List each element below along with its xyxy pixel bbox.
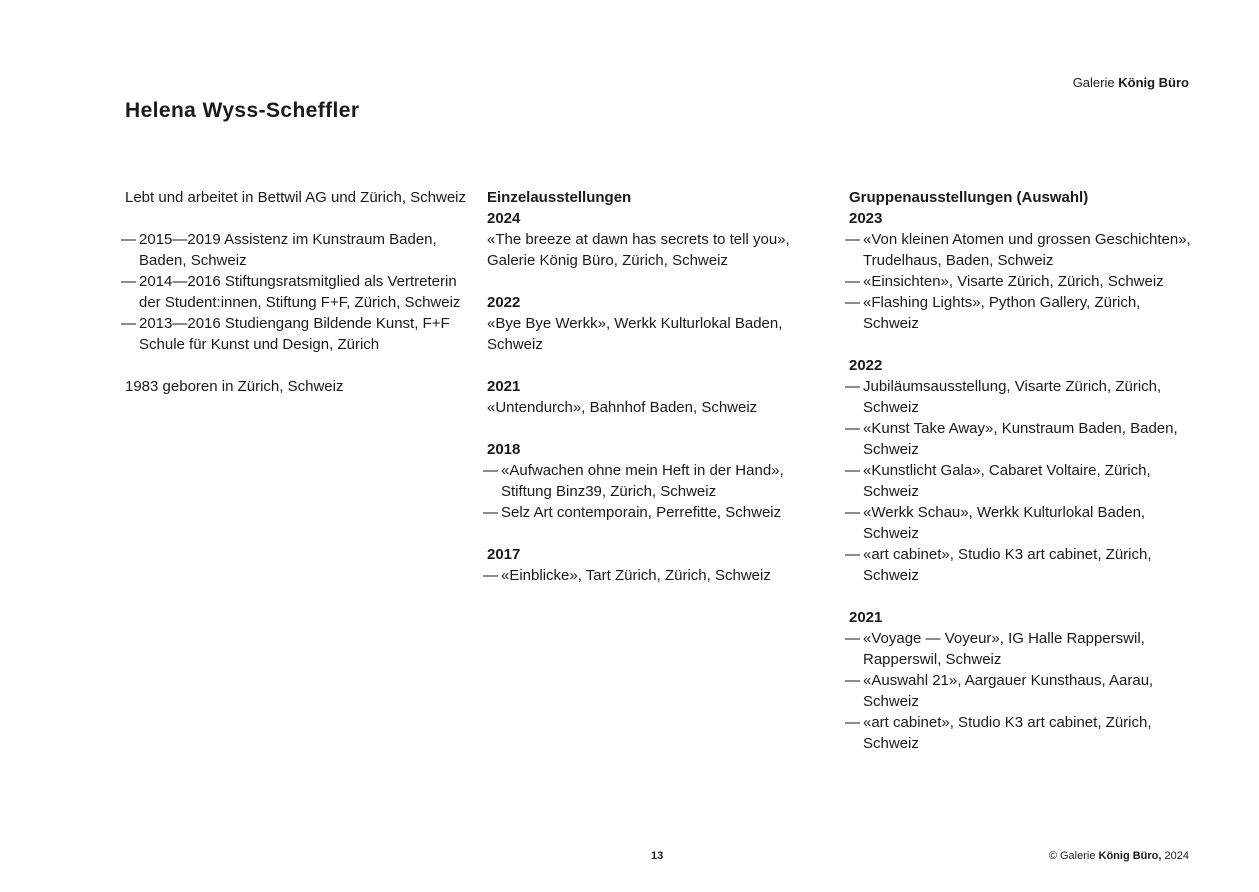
group-item: — «Werkk Schau», Werkk Kulturlokal Baden, Schweiz (849, 502, 1194, 544)
group-list (849, 229, 1194, 334)
group-item: — «Von kleinen Atomen und grossen Geschichten», Trudelhaus, Baden, Schweiz (849, 229, 1194, 271)
solo-year: 2018 (487, 441, 521, 458)
solo-item: «Untendurch», Bahnhof Baden, Schweiz (487, 399, 758, 416)
solo-heading: Einzelausstellungen (487, 189, 632, 206)
gallery-prefix: Galerie (1072, 75, 1115, 90)
bio-column (125, 187, 470, 397)
solo-year-section (487, 439, 832, 523)
copyright (1049, 850, 1189, 862)
group-exhibitions-column (849, 187, 1194, 775)
solo-list (487, 565, 832, 586)
solo-year: 2022 (487, 294, 521, 311)
solo-year-section (487, 376, 832, 418)
copyright-year: 2024 (1164, 850, 1189, 862)
group-year: 2023 (849, 210, 883, 227)
bio-birth: 1983 geboren in Zürich, Schweiz (125, 378, 344, 395)
solo-item: «Bye Bye Werkk», Werkk Kulturlokal Baden, Schweiz (487, 315, 783, 353)
solo-item: — «Einblicke», Tart Zürich, Zürich, Schweiz (487, 565, 832, 586)
page-number: 13 (651, 850, 664, 862)
group-item: — «Kunst Take Away», Kunstraum Baden, Baden, Schweiz (849, 418, 1194, 460)
solo-list (487, 460, 832, 523)
solo-item: «The breeze at dawn has secrets to tell you», Galerie König Büro, Zürich, Schweiz (487, 231, 790, 269)
solo-year-section (487, 292, 832, 355)
page-title: Helena Wyss-Scheffler (125, 99, 360, 122)
bio-intro: Lebt und arbeitet in Bettwil AG und Zürich, Schweiz (125, 189, 467, 206)
solo-item: — «Aufwachen ohne mein Heft in der Hand», Stiftung Binz39, Zürich, Schweiz (487, 460, 832, 502)
group-item: — «Voyage — Voyeur», IG Halle Rapperswil, Rapperswil, Schweiz (849, 628, 1194, 670)
solo-year: 2024 (487, 210, 521, 227)
group-item: — «Kunstlicht Gala», Cabaret Voltaire, Zürich, Schweiz (849, 460, 1194, 502)
solo-year: 2017 (487, 546, 521, 563)
group-item: — Jubiläumsausstellung, Visarte Zürich, Zürich, Schweiz (849, 376, 1194, 418)
gallery-name: König Büro (1118, 75, 1189, 90)
group-list (849, 376, 1194, 586)
solo-item: — Selz Art contemporain, Perrefitte, Schweiz (487, 502, 832, 523)
group-list (849, 628, 1194, 754)
solo-year-section (487, 544, 832, 586)
solo-exhibitions-column (487, 187, 832, 607)
bio-item: — 2013—2016 Studiengang Bildende Kunst, F+F Schule für Kunst und Design, Zürich (125, 313, 470, 355)
group-year-section (849, 355, 1194, 586)
group-item: — «Flashing Lights», Python Gallery, Zürich, Schweiz (849, 292, 1194, 334)
group-item: — «art cabinet», Studio K3 art cabinet, Zürich, Schweiz (849, 712, 1194, 754)
bio-item: — 2014—2016 Stiftungsratsmitglied als Vertreterin der Student:innen, Stiftung F+F, Zürich, Schweiz (125, 271, 470, 313)
group-year: 2022 (849, 357, 883, 374)
group-heading: Gruppenausstellungen (Auswahl) (849, 189, 1089, 206)
copyright-prefix: © Galerie (1048, 850, 1096, 862)
group-year-section (849, 208, 1194, 334)
page-header (1073, 75, 1189, 90)
group-year: 2021 (849, 609, 883, 626)
bio-list (125, 229, 470, 355)
group-year-section (849, 607, 1194, 754)
solo-year: 2021 (487, 378, 521, 395)
bio-item: — 2015—2019 Assistenz im Kunstraum Baden, Baden, Schweiz (125, 229, 470, 271)
solo-year-section (487, 208, 832, 271)
group-item: — «Einsichten», Visarte Zürich, Zürich, Schweiz (849, 271, 1194, 292)
group-item: — «Auswahl 21», Aargauer Kunsthaus, Aarau, Schweiz (849, 670, 1194, 712)
copyright-name: König Büro, (1098, 850, 1162, 862)
group-item: — «art cabinet», Studio K3 art cabinet, Zürich, Schweiz (849, 544, 1194, 586)
